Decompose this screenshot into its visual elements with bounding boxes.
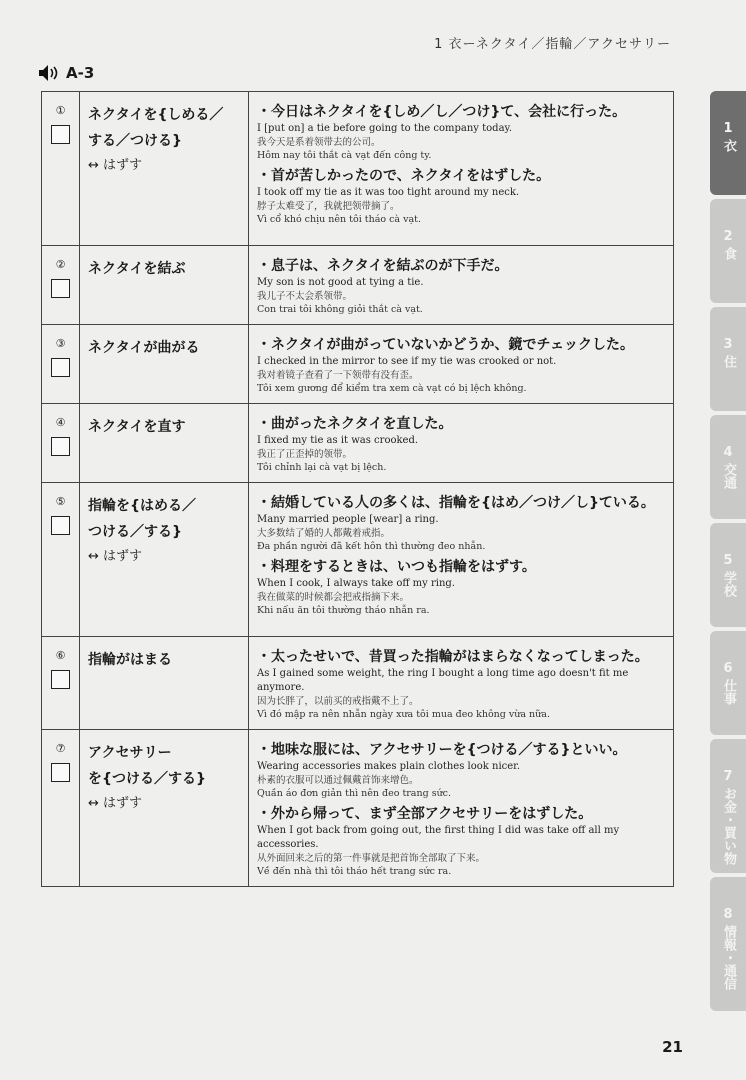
example-zh: 从外面回来之后的第一件事就是把首饰全部取了下来。 [257, 853, 486, 864]
example-en: I took off my tie as it was too tight around my neck. [257, 187, 520, 198]
row-number-cell [42, 404, 80, 483]
example-sentence [257, 256, 667, 316]
audio-track-label [38, 64, 94, 82]
speaker-icon[interactable] [38, 64, 62, 82]
example-vi: Khi nấu ăn tôi thường tháo nhẫn ra. [257, 605, 430, 616]
vocab-row [42, 92, 674, 246]
chapter-tab-label: 食 [721, 247, 736, 260]
example-vi: Tôi chỉnh lại cà vạt bị lệch. [257, 462, 387, 473]
vocab-phrase: する／つける} [88, 133, 182, 149]
example-zh: 因为长胖了，以前买的戒指戴不上了。 [257, 696, 419, 707]
vocab-row [42, 325, 674, 404]
example-vi: Về đến nhà thì tôi tháo hết trang sức ra. [257, 866, 452, 877]
chapter-tab-number: 3 [723, 337, 733, 352]
chapter-tab-label: 学校 [721, 571, 736, 597]
vocab-phrase-cell [80, 246, 249, 325]
example-jp: ・曲がったネクタイを直した。 [257, 416, 453, 432]
vocab-phrase: 指輪を{はめる／ [88, 498, 196, 514]
chapter-tab-label: 交通 [721, 463, 736, 489]
example-jp: ・ネクタイが曲がっていないかどうか、鏡でチェックした。 [257, 337, 635, 353]
chapter-tab[interactable] [710, 91, 746, 195]
row-number-cell [42, 92, 80, 246]
item-number: ③ [55, 337, 66, 350]
study-checkbox[interactable] [51, 279, 70, 298]
chapter-tab-number: 6 [723, 661, 733, 676]
example-en: I checked in the mirror to see if my tie was crooked or not. [257, 356, 557, 367]
vocab-phrase: ネクタイが曲がる [88, 340, 200, 356]
chapter-tab[interactable] [710, 307, 746, 411]
chapter-tab-label: お金・買い物 [721, 787, 736, 865]
example-jp: ・料理をするときは、いつも指輪をはずす。 [257, 559, 536, 575]
study-checkbox[interactable] [51, 437, 70, 456]
vocab-row [42, 404, 674, 483]
vocab-phrase-cell [80, 404, 249, 483]
item-number: ② [55, 258, 66, 271]
vocab-phrase: 指輪がはまる [88, 652, 172, 668]
example-zh: 我今天是系着领带去的公司。 [257, 137, 381, 148]
vocab-row [42, 246, 674, 325]
chapter-tab-label: 仕事 [721, 679, 736, 705]
examples-cell [249, 404, 674, 483]
vocab-phrase: ネクタイを直す [88, 419, 186, 435]
examples-cell [249, 637, 674, 730]
example-zh: 我正了正歪掉的领带。 [257, 449, 353, 460]
vocab-row [42, 730, 674, 887]
example-zh: 我对着镜子查看了一下领带有没有歪。 [257, 370, 419, 381]
item-number: ⑦ [55, 742, 66, 755]
example-vi: Hôm nay tôi thắt cà vạt đến công ty. [257, 150, 432, 161]
running-header: 1 衣ーネクタイ／指輪／アクセサリー [434, 37, 671, 52]
vocab-phrase-cell [80, 92, 249, 246]
row-number-cell [42, 246, 80, 325]
chapter-tab-label: 衣 [721, 139, 736, 152]
example-jp: ・息子は、ネクタイを結ぶのが下手だ。 [257, 258, 509, 274]
example-zh: 大多数结了婚的人都戴着戒指。 [257, 528, 391, 539]
chapter-tab-number: 2 [723, 229, 733, 244]
item-number: ⑤ [55, 495, 66, 508]
example-jp: ・地味な服には、アクセサリーを{つける／する}といい。 [257, 742, 627, 758]
example-jp: ・今日はネクタイを{しめ／し／つけ}て、会社に行った。 [257, 104, 627, 120]
row-number-cell [42, 325, 80, 404]
example-sentence [257, 335, 667, 395]
example-vi: Tôi xem gương để kiểm tra xem cà vạt có bị lệch không. [257, 383, 527, 394]
chapter-tab[interactable] [710, 739, 746, 873]
examples-cell [249, 730, 674, 887]
study-checkbox[interactable] [51, 516, 70, 535]
study-checkbox[interactable] [51, 358, 70, 377]
example-jp: ・太ったせいで、昔買った指輪がはまらなくなってしまった。 [257, 649, 649, 665]
vocab-phrase: つける／する} [88, 524, 182, 540]
chapter-tab-number: 1 [723, 121, 733, 136]
chapter-tab[interactable] [710, 523, 746, 627]
chapter-tab-number: 8 [723, 907, 733, 922]
example-vi: Đa phần người đã kết hôn thì thường đeo nhẫn. [257, 541, 486, 552]
antonym: ↔ はずす [88, 549, 143, 564]
chapter-tab[interactable] [710, 415, 746, 519]
example-zh: 我儿子不太会系领带。 [257, 291, 353, 302]
chapter-tab-number: 5 [723, 553, 733, 568]
example-sentence [257, 493, 667, 553]
chapter-tab-label: 情報・通信 [721, 925, 736, 990]
example-jp: ・結婚している人の多くは、指輪を{はめ／つけ／し}ている。 [257, 495, 655, 511]
chapter-tab[interactable] [710, 877, 746, 1011]
example-sentence [257, 166, 667, 226]
track-number: A-3 [66, 64, 95, 82]
example-vi: Vì cổ khó chịu nên tôi tháo cà vạt. [257, 214, 421, 225]
example-sentence [257, 647, 667, 721]
vocab-phrase-cell [80, 730, 249, 887]
example-vi: Vì đó mập ra nên nhẫn ngày xưa tôi mua đeo không vừa nữa. [257, 709, 550, 720]
example-jp: ・首が苦しかったので、ネクタイをはずした。 [257, 168, 551, 184]
example-en: As I gained some weight, the ring I bought a long time ago doesn't fit me anymore. [257, 668, 629, 693]
example-jp: ・外から帰って、まず全部アクセサリーをはずした。 [257, 806, 593, 822]
example-sentence [257, 740, 667, 800]
example-sentence [257, 557, 667, 617]
study-checkbox[interactable] [51, 670, 70, 689]
example-sentence [257, 102, 667, 162]
antonym: ↔ はずす [88, 796, 143, 811]
example-sentence [257, 804, 667, 878]
item-number: ⑥ [55, 649, 66, 662]
chapter-tab-number: 7 [723, 769, 733, 784]
row-number-cell [42, 483, 80, 637]
row-number-cell [42, 730, 80, 887]
example-en: My son is not good at tying a tie. [257, 277, 424, 288]
vocab-phrase: ネクタイを結ぶ [88, 261, 186, 277]
example-en: I fixed my tie as it was crooked. [257, 435, 419, 446]
chapter-tab[interactable] [710, 199, 746, 303]
vocab-row [42, 637, 674, 730]
example-zh: 我在做菜的时候都会把戒指摘下来。 [257, 592, 410, 603]
example-vi: Quần áo đơn giản thì nên đeo trang sức. [257, 788, 452, 799]
example-zh: 脖子太难受了，我就把领带摘了。 [257, 201, 400, 212]
example-en: I [put on] a tie before going to the company today. [257, 123, 513, 134]
vocab-row [42, 483, 674, 637]
row-number-cell [42, 637, 80, 730]
chapter-tab-label: 住 [721, 355, 736, 368]
example-vi: Con trai tôi không giỏi thắt cà vạt. [257, 304, 423, 315]
example-en: When I cook, I always take off my ring. [257, 578, 455, 589]
example-en: Wearing accessories makes plain clothes look nicer. [257, 761, 521, 772]
study-checkbox[interactable] [51, 763, 70, 782]
page-number: 21 [662, 1038, 683, 1056]
study-checkbox[interactable] [51, 125, 70, 144]
item-number: ④ [55, 416, 66, 429]
chapter-tab-number: 4 [723, 445, 733, 460]
item-number: ① [55, 104, 66, 117]
examples-cell [249, 325, 674, 404]
vocab-phrase-cell [80, 483, 249, 637]
examples-cell [249, 92, 674, 246]
antonym: ↔ はずす [88, 158, 143, 173]
examples-cell [249, 483, 674, 637]
examples-cell [249, 246, 674, 325]
chapter-tab[interactable] [710, 631, 746, 735]
example-sentence [257, 414, 667, 474]
example-zh: 朴素的衣服可以通过佩戴首饰来增色。 [257, 775, 419, 786]
vocab-phrase-cell [80, 637, 249, 730]
vocab-phrase-cell [80, 325, 249, 404]
example-en: When I got back from going out, the first thing I did was take off all my accessories. [257, 825, 620, 850]
vocab-phrase: ネクタイを{しめる／ [88, 107, 224, 123]
vocab-phrase: を{つける／する} [88, 771, 206, 787]
example-en: Many married people [wear] a ring. [257, 514, 439, 525]
vocab-phrase: アクセサリー [88, 745, 172, 761]
vocab-table [41, 91, 674, 887]
